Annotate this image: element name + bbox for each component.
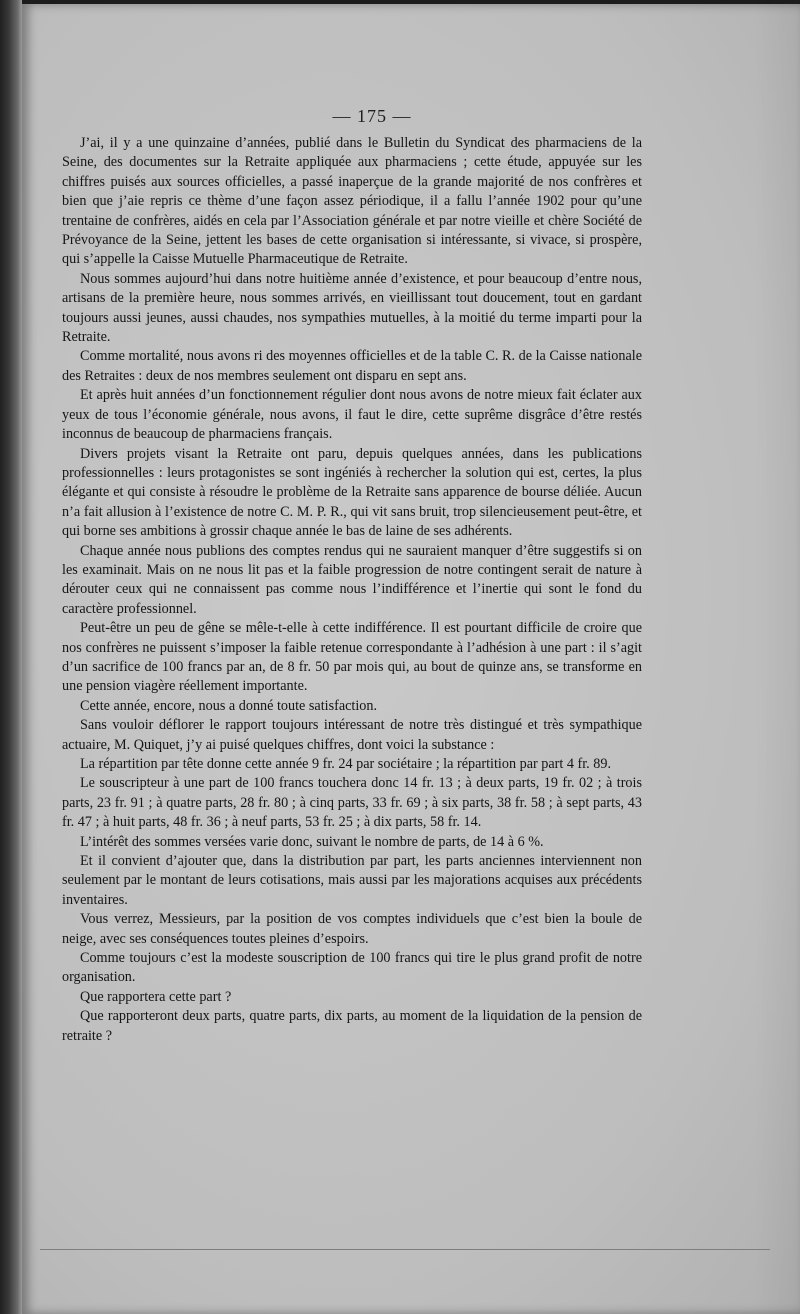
paragraph-4: Et après huit années d’un fonctionnement régulier dont nous avons de notre mieux fait éclater aux yeux de tous l’économie générale, nous avons, il faut le dire, cette suprême disgrâce d’être restés inconnus de beaucoup de pharmaciens français. bbox=[62, 387, 642, 443]
paragraph-2: Nous sommes aujourd’hui dans notre huitième année d’existence, et pour beaucoup d’entre nous, artisans de la première heure, nous sommes arrivés, en vieillissant tout doucement, tout en gardant toujours aussi jeunes, aussi chaudes, nos sympathies mutuelles, à la moitié du terme imparti pour la Retraite. bbox=[62, 270, 642, 346]
paragraph-16: Que rapportera cette part ? bbox=[80, 988, 232, 1005]
paragraph-14: Vous verrez, Messieurs, par la position de vos comptes individuels que c’est bien la boule de neige, avec ses conséquences toutes pleines d’espoirs. bbox=[62, 911, 642, 947]
paragraph-15: Comme toujours c’est la modeste souscription de 100 francs qui tire le plus grand profit de notre organisation. bbox=[62, 950, 642, 986]
scanned-page bbox=[22, 4, 800, 1314]
paragraph-1: J’ai, il y a une quinzaine d’années, publié dans le Bulletin du Syndicat des pharmaciens de la Seine, des documentes sur la Retraite appliquée aux pharmaciens ; cette étude, appuyée sur les chiffres puisés aux sources officielles, a passé inaperçue de la grande majorité de nos confrères et bien que j’aie repris ce thème d’une façon assez périodique, il a fallu l’année 1902 pour qu’une trentaine de confrères, aidés en cela par l’Association générale et par notre vieille et chère Société de Prévoyance de la Seine, jettent les bases de cette organisation si intéressante, si vivace, si prospère, qui s’appelle la Caisse Mutuelle Pharmaceutique de Retraite. bbox=[62, 135, 642, 268]
paragraph-6: Chaque année nous publions des comptes rendus qui ne sauraient manquer d’être suggestifs si on les examinait. Mais on ne nous lit pas et la faible progression de notre contingent serait de nature à dérouter ceux qui ne connaissent pas comme nous l’indifférence et l’inertie qui sont le fond du caractère professionnel. bbox=[62, 542, 642, 617]
paragraph-11: Le souscripteur à une part de 100 francs touchera donc 14 fr. 13 ; à deux parts, 19 fr. 02 ; à trois parts, 23 fr. 91 ; à quatre parts, 28 fr. 80 ; à cinq parts, 33 fr. 69 ; à six parts, 38 fr. 58 ; à sept parts, 43 fr. 47 ; à huit parts, 48 fr. 36 ; à neuf parts, 53 fr. 25 ; à dix parts, 58 fr. 14. bbox=[62, 775, 642, 831]
paragraph-10: La répartition par tête donne cette année 9 fr. 24 par sociétaire ; la répartition par part 4 fr. 89. bbox=[80, 756, 612, 772]
bottom-rule bbox=[40, 1249, 770, 1250]
paragraph-3: Comme mortalité, nous avons ri des moyennes officielles et de la table C. R. de la Caisse nationale des Retraites : deux de nos membres seulement ont disparu en sept ans. bbox=[62, 348, 642, 384]
paragraph-7: Peut-être un peu de gêne se mêle-t-elle à cette indifférence. Il est pourtant difficile de croire que nos confrères ne puissent s’imposer la faible retenue correspondante à l’adhésion à une part : il s’agit d’un sacrifice de 100 francs par an, de 8 fr. 50 par mois qui, au bout de quinze ans, se transforme en une pension viagère réellement importante. bbox=[62, 620, 642, 695]
paragraph-13: Et il convient d’ajouter que, dans la distribution par part, les parts anciennes interviennent non seulement par le montant de leurs cotisations, mais aussi par les majorations acquises aux précédents inventaires. bbox=[62, 853, 642, 908]
body-text bbox=[62, 134, 642, 1046]
book-spine bbox=[0, 0, 22, 1314]
paragraph-17: Que rapporteront deux parts, quatre parts, dix parts, au moment de la liquidation de la pension de retraite ? bbox=[62, 1008, 642, 1044]
paragraph-5: Divers projets visant la Retraite ont paru, depuis quelques années, dans les publications professionnelles : leurs protagonistes se sont ingéniés à rechercher la solution qui est, certes, la plus élégante et qui consiste à résoudre le problème de la Retraite sans apparence de bourse déliée. Aucun n’a fait allusion à l’existence de notre C. M. P. R., qui vit sans bruit, trop silencieusement peut-être, et qui borne ses ambitions à grossir chaque année le bas de laine de ses adhérents. bbox=[62, 445, 642, 540]
paragraph-8: Cette année, encore, nous a donné toute satisfaction. bbox=[80, 697, 378, 714]
paragraph-12: L’intérêt des sommes versées varie donc, suivant le nombre de parts, de 14 à 6 %. bbox=[80, 833, 544, 850]
paragraph-9: Sans vouloir déflorer le rapport toujours intéressant de notre très distingué et très sympathique actuaire, M. Quiquet, j’y ai puisé quelques chiffres, dont voici la substance : bbox=[62, 717, 642, 753]
page-number: — 175 — bbox=[332, 106, 412, 126]
page-edge-shadow bbox=[754, 4, 800, 1314]
